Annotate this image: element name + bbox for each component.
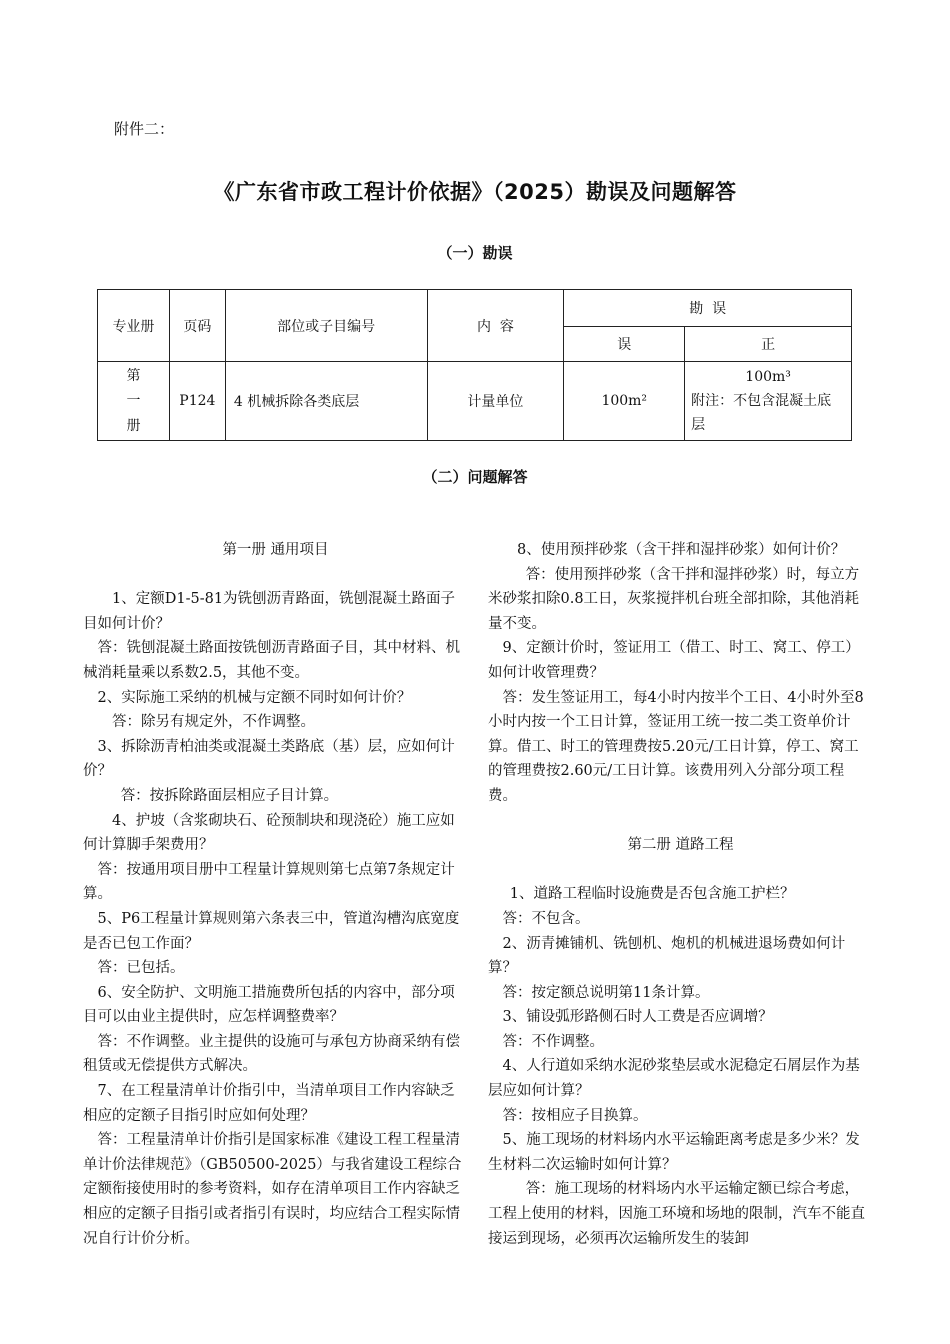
annex-label: 附件二：: [114, 120, 175, 138]
document-title: 《广东省市政工程计价依据》（2025）勘误及问题解答: [213, 180, 737, 204]
question: 2、实际施工采纳的机械与定额不同时如何计价？: [97, 689, 412, 706]
question: 4、人行道如采纳水泥砂浆垫层或水泥稳定石屑层作为基层应如何计算？: [488, 1058, 860, 1100]
errata-table: [97, 289, 852, 441]
question: 8、使用预拌砂浆（含干拌和湿拌砂浆）如何计价？: [517, 542, 846, 558]
answer: 答：使用预拌砂浆（含干拌和湿拌砂浆）时，每立方米砂浆扣除0.8工日，灰浆搅拌机台班全部扣除，其他消耗量不变。: [488, 566, 860, 632]
question: 7、在工程量清单计价指引中，当清单项目工作内容缺乏相应的定额子目指引时应如何处理？: [83, 1083, 455, 1124]
answer: 答：按定额总说明第11条计算。: [502, 984, 710, 1001]
header-wrong: 误: [564, 327, 685, 362]
volume-heading: 第一册 通用项目: [222, 542, 329, 558]
answer: 答：按通用项目册中工程量计算规则第七点第7条规定计算。: [83, 861, 455, 903]
cell-item: 4 机械拆除各类底层: [225, 362, 427, 441]
cell-wrong: 100m²: [564, 362, 685, 441]
answer: 答：施工现场的材料场内水平运输定额已综合考虑，工程上使用的材料，因施工环境和场地的限制，汽车不能直接运到现场，必须再次运输所发生的装卸: [488, 1181, 865, 1247]
cell-right: [685, 362, 852, 441]
header-errata: 勘 误: [564, 290, 852, 327]
answer: 答：铣刨混凝土路面按铣刨沥青路面子目，其中材料、机械消耗量乘以系数2.5，其他不变。: [83, 640, 460, 681]
answer: 答：除另有规定外，不作调整。: [112, 714, 315, 731]
question: 2、沥青摊铺机、铣刨机、炮机的机械进退场费如何计算？: [488, 935, 846, 977]
question: 6、安全防护、文明施工措施费所包括的内容中，部分项目可以由业主提供时，应怎样调整费率？: [83, 984, 455, 1026]
question: 3、拆除沥青柏油类或混凝土类路底（基）层，应如何计价？: [83, 738, 455, 780]
answer: 答：不作调整。业主提供的设施可与承包方协商采纳有偿租赁或无偿提供方式解决。: [83, 1033, 460, 1075]
answer: 答：按相应子目换算。: [502, 1107, 648, 1124]
header-page: 页码: [169, 290, 225, 362]
cell-page: P124: [169, 362, 225, 441]
section-qa-heading: （二）问题解答: [422, 468, 528, 486]
cell-content: 计量单位: [427, 362, 564, 441]
answer: 答：已包括。: [97, 960, 185, 977]
right-note: 附注：不包含混凝土底层: [691, 393, 832, 433]
question: 5、P6工程量计算规则第六条表三中，管道沟槽沟底宽度是否已包工作面？: [83, 910, 460, 952]
header-item: 部位或子目编号: [225, 290, 427, 362]
header-right: 正: [685, 327, 852, 362]
section-errata-heading: （一）勘误: [437, 244, 513, 262]
answer: 答：发生签证用工，每4小时内按半个工日、4小时外至8小时内按一个工日计算，签证用工统一按二类工资单价计算。借工、时工的管理费按5.20元/工日计算，停工、窝工的管理费按2.60元/工日计算。该费用列入分部分项工程费。: [488, 689, 864, 804]
table-row: [98, 362, 852, 441]
header-volume: 专业册: [98, 290, 170, 362]
header-content: 内 容: [427, 290, 564, 362]
right-column: [488, 538, 873, 1251]
volume-heading: 第二册 道路工程: [627, 837, 734, 854]
question: 3、铺设弧形路侧石时人工费是否应调增？: [502, 1009, 773, 1026]
right-unit: 100m³: [745, 369, 791, 385]
answer: 答：工程量清单计价指引是国家标准《建设工程工程量清单计价法律规范》（GB50500-2025）与我省建设工程综合定额衔接使用时的参考资料，如存在清单项目工作内容缺乏相应的定额子目指引或者指引有误时，均应结合工程实际情况自行计价分析。: [83, 1132, 462, 1247]
question: 4、护坡（含浆砌块石、砼预制块和现浇砼）施工应如何计算脚手架费用？: [83, 812, 455, 854]
question: 1、道路工程临时设施费是否包含施工护栏？: [509, 886, 795, 903]
question: 5、施工现场的材料场内水平运输距离考虑是多少米？发生材料二次运输时如何计算？: [488, 1132, 860, 1173]
question: 9、定额计价时，签证用工（借工、时工、窝工、停工）如何计收管理费？: [488, 640, 860, 681]
answer: 答：按拆除路面层相应子目计算。: [120, 787, 339, 804]
answer: 答：不包含。: [502, 910, 590, 927]
answer: 答：不作调整。: [502, 1033, 604, 1050]
cell-volume: 第 一 册: [98, 362, 170, 441]
question: 1、定额D1-5-81为铣刨沥青路面，铣刨混凝土路面子目如何计价？: [83, 591, 456, 632]
left-column: [83, 538, 468, 1251]
